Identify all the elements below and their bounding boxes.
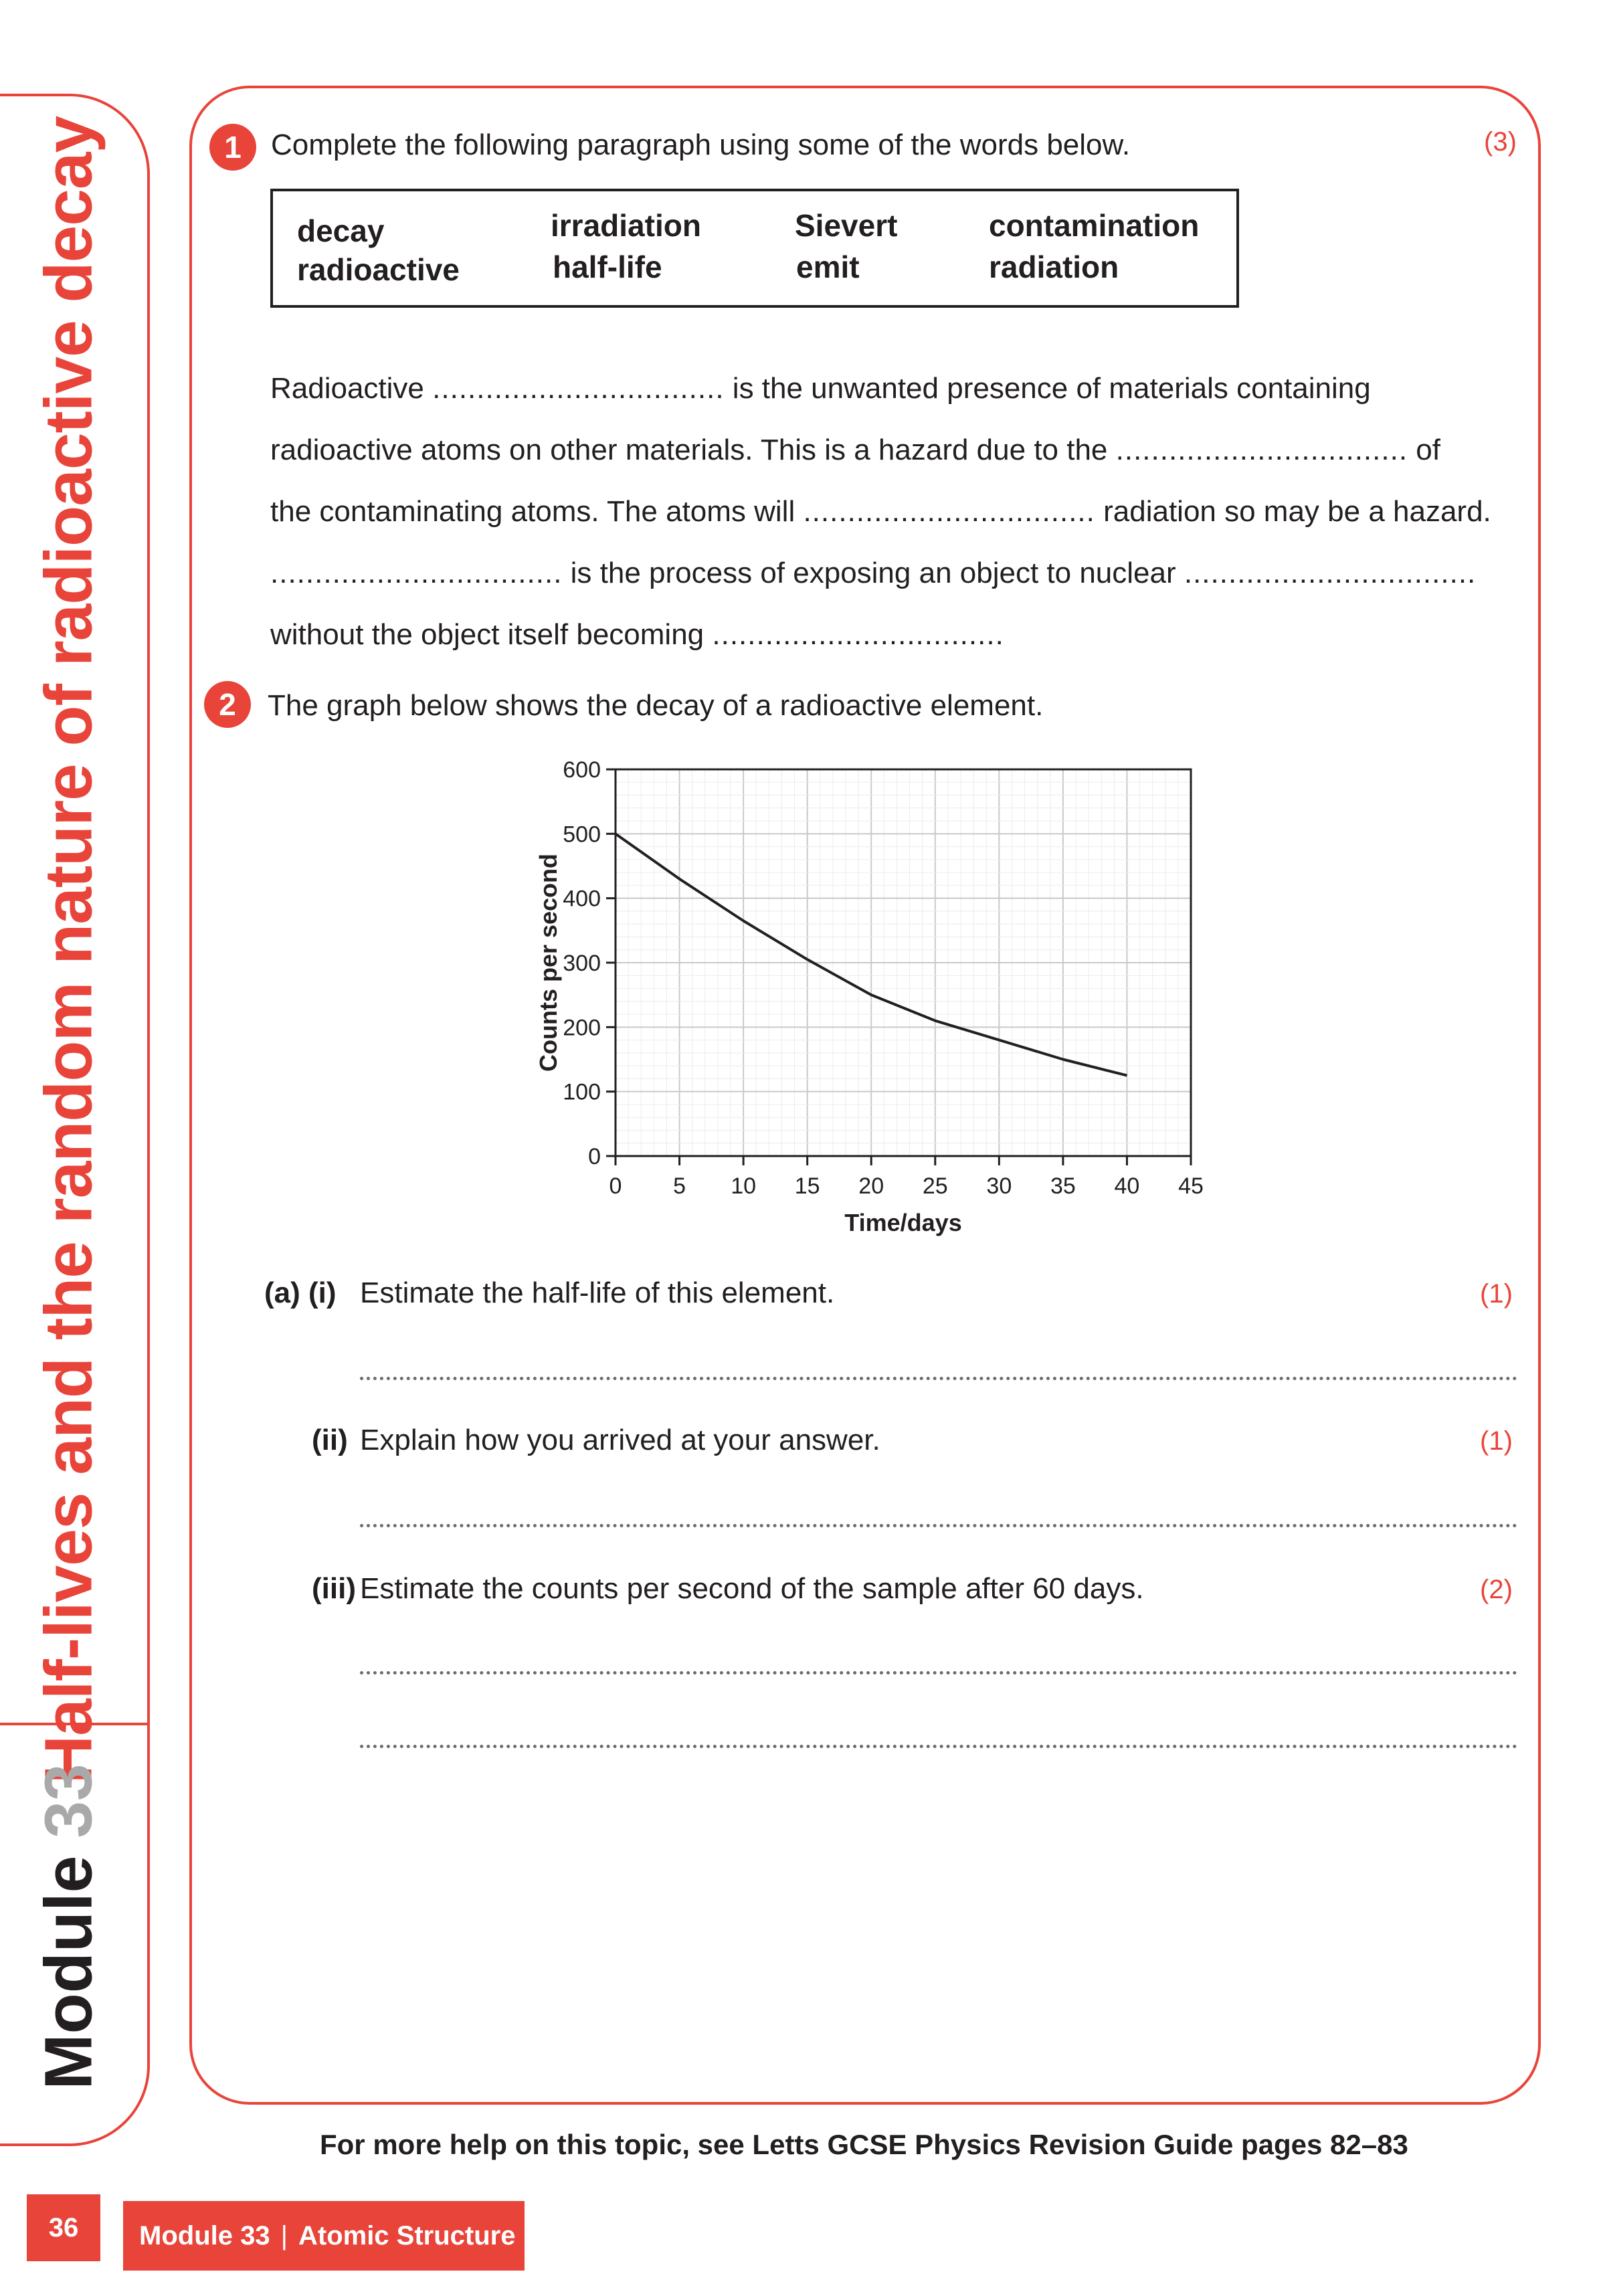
answer-line-a-i[interactable] bbox=[360, 1377, 1517, 1380]
answer-line-a-ii[interactable] bbox=[360, 1524, 1517, 1527]
chart-x-tick-label: 5 bbox=[673, 1173, 686, 1199]
word-bank-item: contamination bbox=[989, 208, 1200, 243]
word-bank-item: radiation bbox=[989, 250, 1119, 284]
part-a-i-marks: (1) bbox=[1480, 1279, 1513, 1309]
answer-line-a-iii-2[interactable] bbox=[360, 1745, 1517, 1748]
chart-y-tick-label: 600 bbox=[563, 757, 601, 783]
word-bank-item: Sievert bbox=[795, 208, 898, 243]
paragraph-text: the contaminating atoms. The atoms will bbox=[270, 495, 804, 528]
paragraph-text: Radioactive bbox=[270, 372, 433, 405]
part-a-iii-label: (iii) bbox=[312, 1572, 356, 1605]
side-tab-title: Half-lives and the random nature of radioactive decay bbox=[31, 116, 106, 1784]
paragraph-text: is the unwanted presence of materials containing bbox=[724, 372, 1371, 405]
paragraph-line-1 bbox=[270, 372, 1371, 405]
word-bank-item: half-life bbox=[553, 250, 662, 284]
chart-x-tick-label: 0 bbox=[609, 1173, 622, 1199]
module-badge-module: Module 33 bbox=[139, 2221, 270, 2251]
chart-y-tick-label: 100 bbox=[563, 1079, 601, 1105]
part-a-ii-marks: (1) bbox=[1480, 1426, 1513, 1456]
part-a-ii-question: Explain how you arrived at your answer. bbox=[360, 1424, 880, 1456]
chart-y-tick-label: 500 bbox=[563, 822, 601, 848]
question-1-prompt: Complete the following paragraph using some of the words below. bbox=[271, 128, 1131, 161]
side-module-number: 33 bbox=[31, 1763, 106, 1838]
paragraph-line-5 bbox=[270, 618, 1004, 652]
answer-line-a-iii-1[interactable] bbox=[360, 1671, 1517, 1675]
part-a-ii-label: (ii) bbox=[312, 1424, 348, 1456]
chart-x-tick-label: 20 bbox=[858, 1173, 884, 1199]
side-module-word: Module bbox=[31, 1855, 106, 2090]
decay-chart bbox=[495, 743, 1244, 1251]
chart-y-tick-label: 400 bbox=[563, 886, 601, 912]
chart-x-tick-label: 40 bbox=[1114, 1173, 1140, 1199]
part-a-i-label: (a) (i) bbox=[264, 1276, 337, 1309]
paragraph-text: radioactive atoms on other materials. This is a hazard due to the bbox=[270, 434, 1116, 466]
chart-x-axis-label: Time/days bbox=[844, 1209, 962, 1236]
chart-y-tick-label: 0 bbox=[588, 1144, 601, 1169]
question-1-number: 1 bbox=[209, 124, 256, 171]
word-bank bbox=[270, 189, 1239, 308]
side-tab-module bbox=[31, 1763, 108, 2089]
blank-1[interactable]: ................................. bbox=[432, 372, 725, 405]
chart-x-tick-label: 45 bbox=[1178, 1173, 1204, 1199]
chart-x-tick-label: 30 bbox=[986, 1173, 1012, 1199]
chart-x-tick-label: 25 bbox=[922, 1173, 948, 1199]
blank-3[interactable]: ................................. bbox=[803, 495, 1095, 528]
word-bank-item: decay bbox=[297, 213, 385, 248]
chart-y-axis-label: Counts per second bbox=[535, 853, 562, 1072]
chart-grid bbox=[616, 769, 1191, 1156]
chart-ticks bbox=[563, 757, 1204, 1199]
page-number: 36 bbox=[27, 2194, 100, 2261]
paragraph-text: is the process of exposing an object to nuclear bbox=[562, 557, 1184, 589]
chart-x-tick-label: 35 bbox=[1050, 1173, 1076, 1199]
chart-y-tick-label: 300 bbox=[563, 951, 601, 976]
blank-5[interactable]: ................................. bbox=[1184, 557, 1477, 589]
word-bank-item: irradiation bbox=[551, 208, 701, 243]
chart-x-tick-label: 15 bbox=[794, 1173, 820, 1199]
module-badge bbox=[123, 2201, 525, 2271]
paragraph-text: radiation so may be a hazard. bbox=[1095, 495, 1491, 528]
paragraph-line-3 bbox=[270, 495, 1491, 529]
word-bank-item: radioactive bbox=[297, 252, 460, 287]
blank-4[interactable]: ................................. bbox=[270, 557, 563, 589]
paragraph-text: without the object itself becoming bbox=[270, 618, 713, 651]
word-bank-item: emit bbox=[796, 250, 860, 284]
module-badge-separator: | bbox=[280, 2221, 288, 2251]
paragraph-line-2 bbox=[270, 434, 1440, 467]
paragraph-text: of bbox=[1408, 434, 1440, 466]
part-a-iii-question: Estimate the counts per second of the sample after 60 days. bbox=[360, 1572, 1144, 1605]
blank-6[interactable]: ................................. bbox=[712, 618, 1004, 651]
question-1-marks: (3) bbox=[1484, 127, 1517, 157]
footer-help-text: For more help on this topic, see Letts GCSE Physics Revision Guide pages 82–83 bbox=[320, 2129, 1408, 2160]
question-2-number: 2 bbox=[204, 681, 251, 728]
part-a-iii-marks: (2) bbox=[1480, 1575, 1513, 1604]
blank-2[interactable]: ................................. bbox=[1115, 434, 1408, 466]
chart-x-tick-label: 10 bbox=[731, 1173, 757, 1199]
chart-y-tick-label: 200 bbox=[563, 1015, 601, 1041]
question-2-prompt: The graph below shows the decay of a radioactive element. bbox=[268, 689, 1044, 722]
module-badge-topic: Atomic Structure bbox=[298, 2221, 516, 2251]
part-a-i-question: Estimate the half-life of this element. bbox=[360, 1276, 835, 1309]
paragraph-line-4 bbox=[270, 557, 1476, 590]
